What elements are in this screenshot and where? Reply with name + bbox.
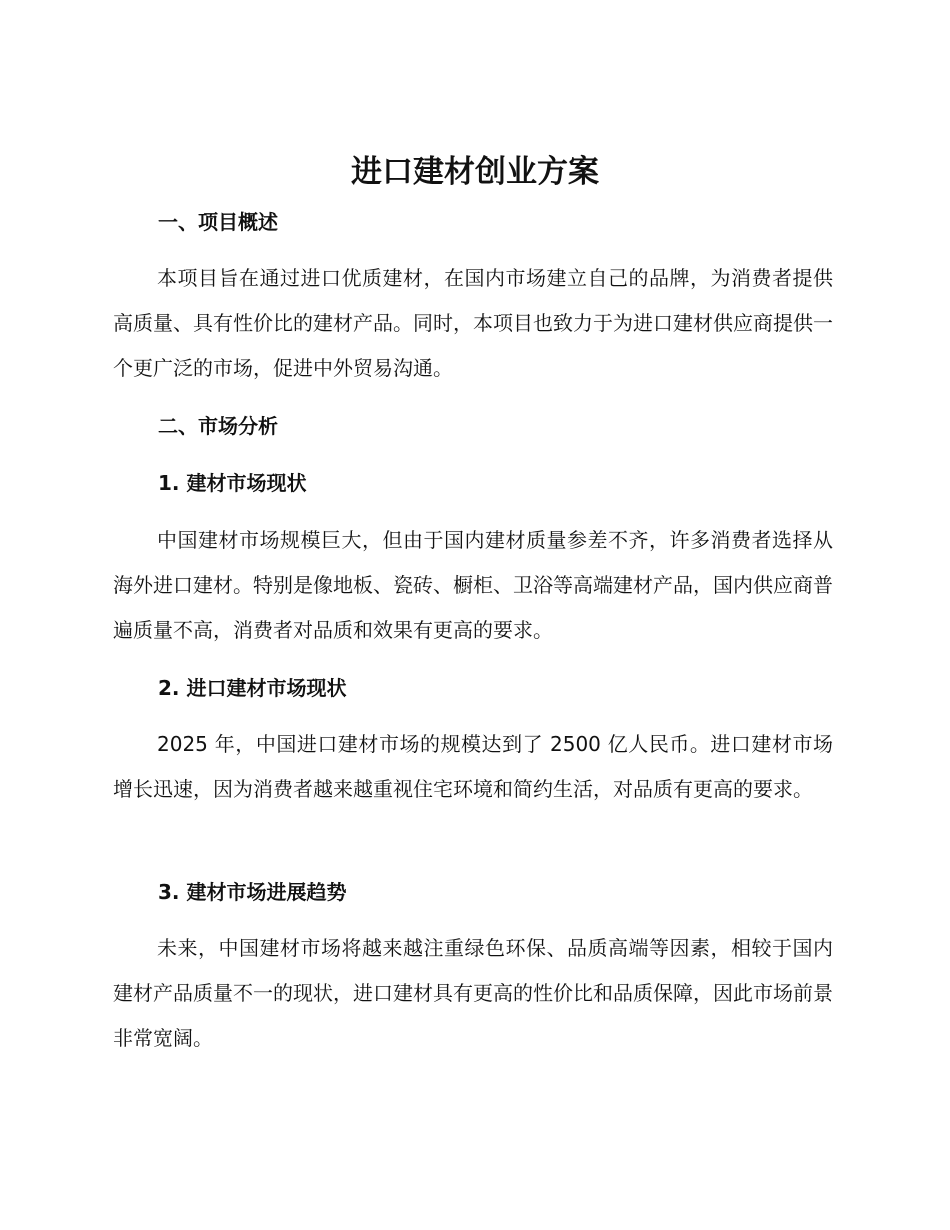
page-title: 进口建材创业方案 [351, 154, 599, 190]
subsection-heading-trend: 3. 建材市场进展趋势 [158, 880, 347, 904]
paragraph-trend: 未来，中国建材市场将越来越注重绿色环保、品质高端等因素，相较于国内建材产品质量不一的现状，进口建材具有更高的性价比和品质保障，因此市场前景非常宽阔。 [113, 936, 833, 1050]
subsection-heading-market-status: 1. 建材市场现状 [158, 471, 307, 495]
section-heading-market-analysis: 二、市场分析 [158, 414, 278, 438]
paragraph-market-status: 中国建材市场规模巨大，但由于国内建材质量参差不齐，许多消费者选择从海外进口建材。特别是像地板、瓷砖、橱柜、卫浴等高端建材产品，国内供应商普遍质量不高，消费者对品质和效果有更高的要求。 [113, 528, 833, 642]
subsection-heading-import-market: 2. 进口建材市场现状 [158, 676, 347, 700]
section-heading-overview: 一、项目概述 [158, 210, 278, 234]
paragraph-overview: 本项目旨在通过进口优质建材，在国内市场建立自己的品牌，为消费者提供高质量、具有性价比的建材产品。同时，本项目也致力于为进口建材供应商提供一个更广泛的市场，促进中外贸易沟通。 [113, 266, 833, 380]
paragraph-import-market: 2025 年，中国进口建材市场的规模达到了 2500 亿人民币。进口建材市场增长迅速，因为消费者越来越重视住宅环境和简约生活，对品质有更高的要求。 [113, 732, 833, 801]
